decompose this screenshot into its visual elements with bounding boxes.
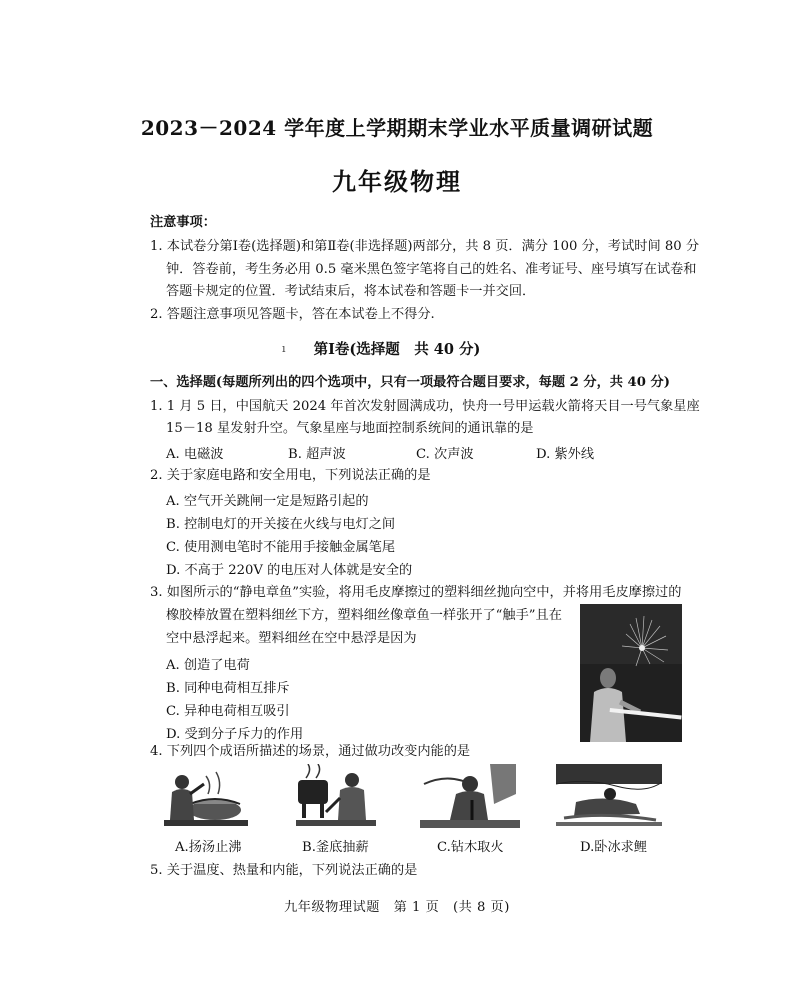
q2-option-c: C. 使用测电笔时不能用手接触金属笔尾 bbox=[166, 540, 396, 555]
q4-option-c: C.钻木取火 bbox=[437, 840, 504, 855]
q1-stem-line1: 1. 1 月 5 日，中国航天 2024 年首次发射圆满成功，快舟一号甲运载火箭将天目一号气象星座 bbox=[150, 399, 700, 414]
note-item-1: 1. 本试卷分第Ⅰ卷(选择题)和第Ⅱ卷(非选择题)两部分，共 8 页．满分 100 分，考试时间 80 分钟．答卷前，考生务必用 0.5 毫米黑色签字笔将自己的姓名、准考证号、座号填写在试卷和答题卡规定的位置．考试结束后，将本试卷和答题卡一并交回． bbox=[150, 239, 700, 299]
q3-stem-line1: 3. 如图所示的“静电章鱼”实验，将用毛皮摩擦过的塑料细丝抛向空中，并将用毛皮摩擦过的 bbox=[150, 585, 682, 600]
exam-title: 2023－2024 学年度上学期期末学业水平质量调研试题 bbox=[140, 116, 654, 140]
exam-subject: 九年级物理 bbox=[332, 167, 462, 196]
notes-heading: 注意事项： bbox=[150, 215, 216, 230]
boiling-soup-picture bbox=[160, 764, 250, 830]
q3-stem-line2: 橡胶棒放置在塑料细丝下方，塑料细丝像章鱼一样张开了“触手”且在 bbox=[166, 608, 562, 623]
static-octopus-photo bbox=[580, 604, 682, 742]
lying-on-ice-picture bbox=[556, 764, 662, 830]
page-footer: 九年级物理试题 第 1 页 (共 8 页) bbox=[284, 900, 510, 915]
section-instruction: 一、选择题(每题所列出的四个选项中，只有一项最符合题目要求，每题 2 分，共 40 分) bbox=[150, 375, 670, 390]
q3-option-d: D. 受到分子斥力的作用 bbox=[166, 727, 304, 742]
q2-option-b: B. 控制电灯的开关接在火线与电灯之间 bbox=[166, 517, 396, 532]
drill-wood-fire-illustration bbox=[420, 764, 520, 830]
q3-stem-line3: 空中悬浮起来。塑料细丝在空中悬浮是因为 bbox=[166, 631, 417, 646]
lying-on-ice-illustration bbox=[556, 764, 662, 830]
q5-stem: 5. 关于温度、热量和内能，下列说法正确的是 bbox=[150, 863, 418, 878]
q4-option-b: B.釜底抽薪 bbox=[302, 840, 369, 855]
q1-option-d: D. 紫外线 bbox=[536, 447, 595, 462]
q3-option-c: C. 异种电荷相互吸引 bbox=[166, 704, 290, 719]
q2-stem: 2. 关于家庭电路和安全用电，下列说法正确的是 bbox=[150, 468, 431, 483]
q3-option-b: B. 同种电荷相互排斥 bbox=[166, 681, 290, 696]
note-item-2: 2. 答题注意事项见答题卡，答在本试卷上不得分. bbox=[150, 307, 435, 322]
q1-option-c: C. 次声波 bbox=[416, 447, 474, 462]
q1-option-a: A. 电磁波 bbox=[166, 447, 224, 462]
static-octopus-photo-graphic bbox=[580, 604, 682, 742]
section-heading: 第Ⅰ卷(选择题 共 40 分) bbox=[313, 341, 481, 358]
boiling-soup-illustration bbox=[160, 764, 250, 830]
q1-option-b: B. 超声波 bbox=[288, 447, 346, 462]
drill-wood-fire-picture bbox=[420, 764, 520, 830]
q2-option-a: A. 空气开关跳闸一定是短路引起的 bbox=[166, 494, 369, 509]
fire-firewood-illustration bbox=[296, 764, 376, 830]
q2-option-d: D. 不高于 220V 的电压对人体就是安全的 bbox=[166, 563, 413, 578]
fire-firewood-picture bbox=[296, 764, 376, 830]
q4-option-d: D.卧冰求鲤 bbox=[580, 840, 648, 855]
q3-option-a: A. 创造了电荷 bbox=[166, 658, 250, 673]
q4-stem: 4. 下列四个成语所描述的场景，通过做功改变内能的是 bbox=[150, 744, 471, 759]
q1-stem-line2: 15－18 星发射升空。气象星座与地面控制系统间的通讯靠的是 bbox=[166, 421, 534, 436]
q4-option-a: A.扬汤止沸 bbox=[175, 840, 242, 855]
scan-mark: ı bbox=[282, 342, 286, 355]
